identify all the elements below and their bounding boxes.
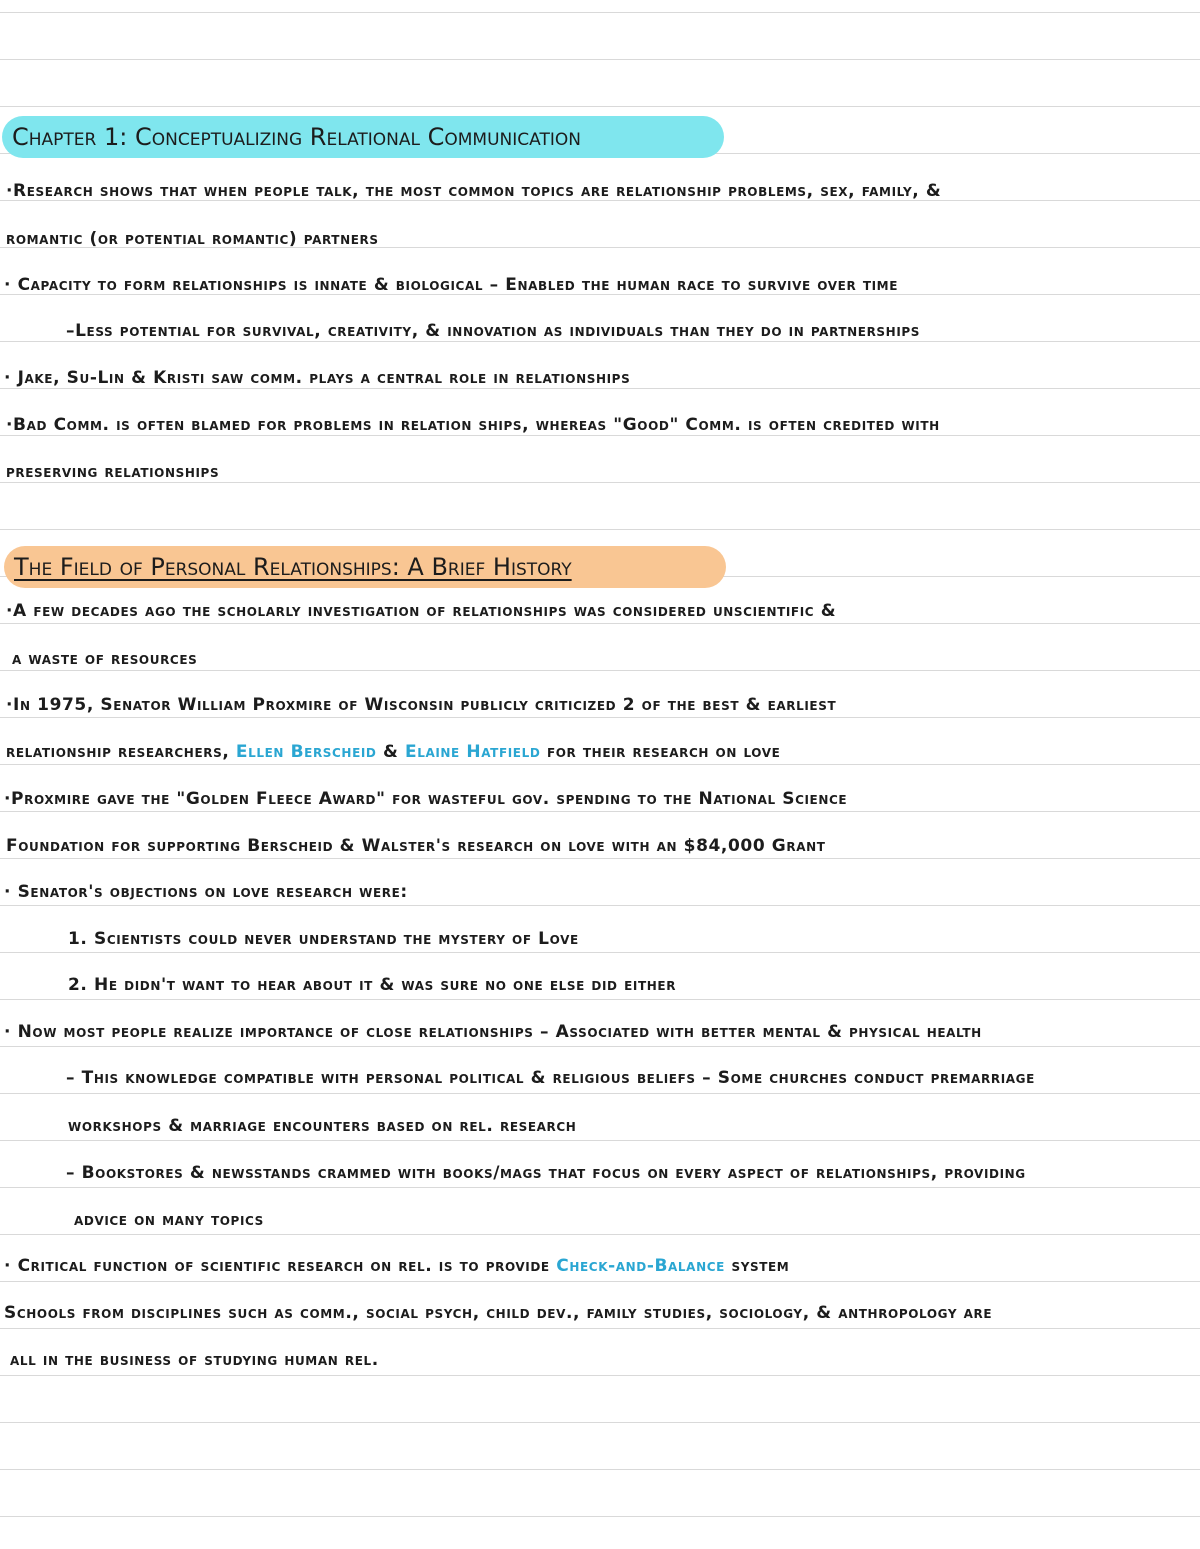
note-line: ·A few decades ago the scholarly investigation of relationships was considered unscientific & <box>6 601 837 621</box>
check-and-balance-term: Check-and-Balance <box>556 1256 725 1276</box>
note-line: Schools from disciplines such as comm., social psych, child dev., family studies, sociology, & anthropology are <box>4 1303 993 1323</box>
text-segment: relationship researchers, <box>6 742 230 762</box>
chapter-heading: Chapter 1: Conceptualizing Relational Communication <box>2 116 724 158</box>
note-line: romantic (or potential romantic) partners <box>6 229 379 249</box>
note-line: · Now most people realize importance of close relationships – Associated with better mental & physical health <box>4 1022 982 1042</box>
text-segment: & <box>383 742 399 762</box>
note-line: preserving relationships <box>6 462 220 482</box>
note-line: ·Research shows that when people talk, the most common topics are relationship problems, sex, family, & <box>6 181 942 201</box>
note-line: · Jake, Su-Lin & Kristi saw comm. plays a central role in relationships <box>4 368 631 388</box>
note-line: all in the business of studying human rel. <box>10 1350 379 1370</box>
note-line-critical <box>4 1255 789 1277</box>
note-line: ·Bad Comm. is often blamed for problems in relation ships, whereas "Good" Comm. is often credited with <box>6 415 940 435</box>
note-line-sub: workshops & marriage encounters based on rel. research <box>68 1116 577 1136</box>
note-line-sub: – This knowledge compatible with personal political & religious beliefs – Some churches conduct premarriage <box>66 1068 1035 1088</box>
section-heading: The Field of Personal Relationships: A Brief History <box>4 546 726 588</box>
note-line-researchers <box>6 741 780 763</box>
note-line: Foundation for supporting Berscheid & Walster's research on love with an $84,000 Grant <box>6 836 826 856</box>
name-hatfield: Elaine Hatfield <box>405 742 541 762</box>
numbered-item: 1. Scientists could never understand the mystery of Love <box>68 929 579 949</box>
numbered-item: 2. He didn't want to hear about it & was sure no one else did either <box>68 975 677 995</box>
note-line: ·In 1975, Senator William Proxmire of Wisconsin publicly criticized 2 of the best & earliest <box>6 695 837 715</box>
note-line: a waste of resources <box>12 649 198 669</box>
note-line: · Senator's objections on love research were: <box>4 882 408 902</box>
text-segment: system <box>731 1256 790 1276</box>
note-line-sub: advice on many topics <box>74 1210 264 1230</box>
note-line-sub: –Less potential for survival, creativity, & innovation as individuals than they do in partnerships <box>66 321 921 341</box>
text-segment: · Critical function of scientific research on rel. is to provide <box>4 1256 550 1276</box>
name-berscheid: Ellen Berscheid <box>235 742 377 762</box>
note-line: · Capacity to form relationships is innate & biological – Enabled the human race to survive over time <box>4 275 899 295</box>
note-line-sub: – Bookstores & newsstands crammed with books/mags that focus on every aspect of relationships, providing <box>66 1163 1026 1183</box>
text-segment: for their research on love <box>546 742 781 762</box>
note-line: ·Proxmire gave the "Golden Fleece Award" for wasteful gov. spending to the National Science <box>4 789 848 809</box>
